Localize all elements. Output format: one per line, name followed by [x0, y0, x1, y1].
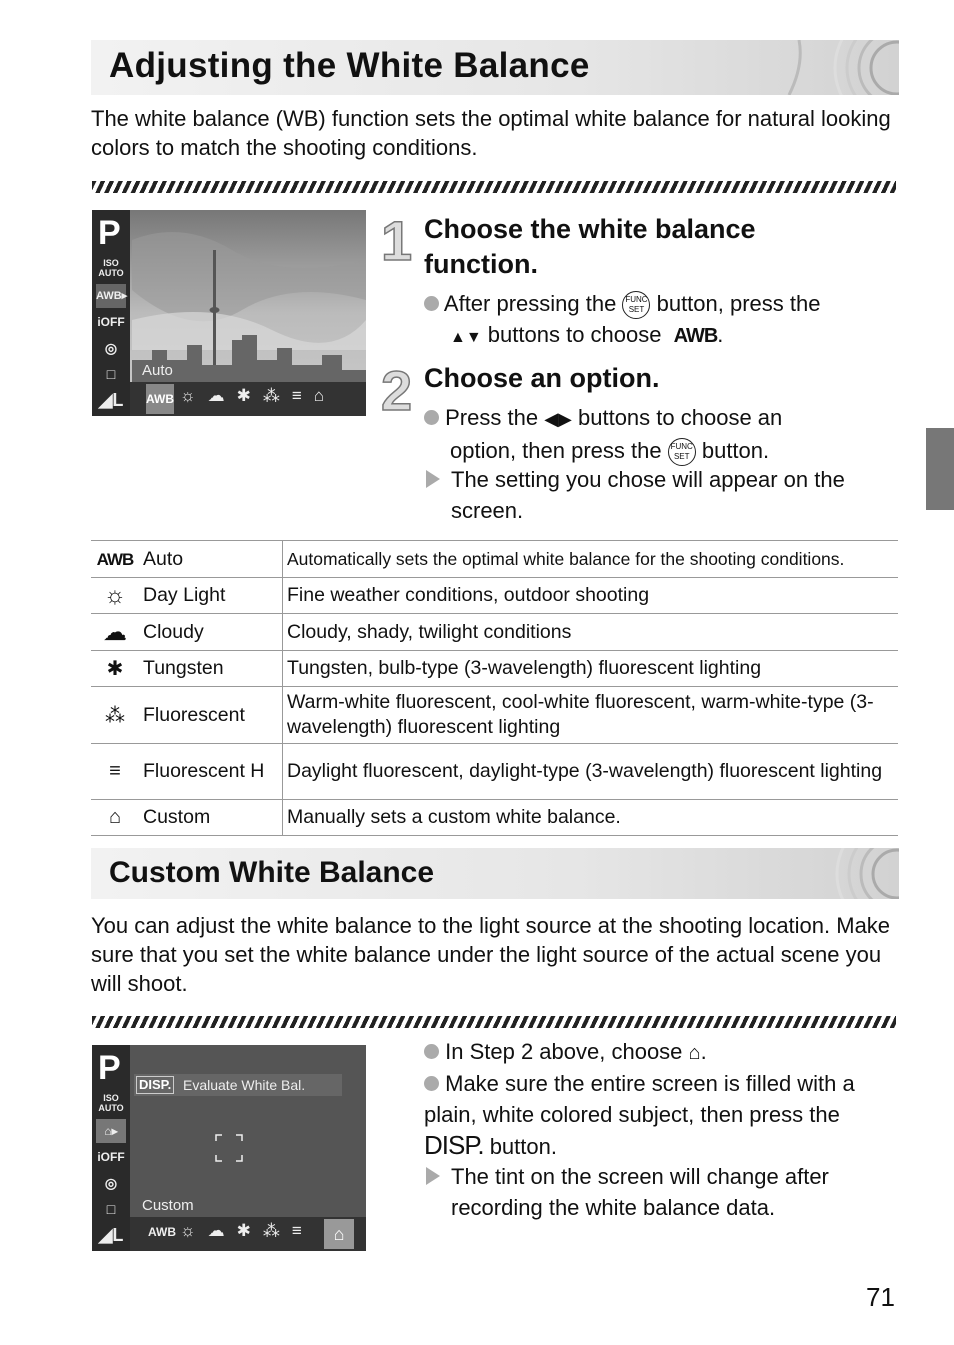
custom-icon: ⌂ [91, 800, 139, 836]
up-down-icon: ▲▼ [450, 329, 482, 347]
custom-option-selected-icon: ⌂ [324, 1219, 354, 1249]
table-row: ≡ Fluorescent H Daylight fluorescent, daylight-type (3-wavelength) fluorescent lighting [91, 744, 898, 800]
table-row: AWB Auto Automatically sets the optimal white balance for the shooting conditions. [91, 541, 898, 578]
metering-icon: ◎ [104, 340, 118, 356]
swirl-decoration [779, 848, 899, 899]
awb-icon: AWB [91, 541, 139, 578]
disp-button-icon: DISP. [424, 1130, 484, 1160]
drive-icon: □ [106, 1201, 116, 1217]
drive-icon: □ [106, 366, 116, 382]
bullet-dot [424, 1076, 439, 1091]
bullet-dot [424, 1044, 439, 1059]
viewfinder-area [130, 1045, 366, 1217]
hatch-divider [92, 1016, 896, 1028]
tungsten-icon: ✱ [91, 651, 139, 687]
awb-option-icon: AWB [148, 1225, 176, 1239]
awb-selected-icon: AWB▸ [96, 284, 126, 308]
custom-bullet-1: In Step 2 above, choose ⌂. [424, 1036, 894, 1069]
awb-icon: AWB [673, 325, 718, 348]
i-contrast-icon: iOFF [97, 315, 125, 329]
step-2-bullet-1: Press the ◀▶ buttons to choose an option, then press the FUNC SET button. [424, 402, 894, 466]
custom-bullet-2: Make sure the entire screen is filled with a plain, white colored subject, then press the DISP. button. [424, 1071, 855, 1160]
section-title: Custom White Balance [109, 856, 435, 889]
bullet-dot [424, 296, 439, 311]
left-right-icon: ◀▶ [544, 409, 572, 429]
table-row: ☁ Cloudy Cloudy, shady, twilight conditions [91, 614, 898, 651]
result-arrow-icon [426, 1167, 440, 1190]
chapter-tab [926, 428, 954, 510]
custom-result: The tint on the screen will change after recording the white balance data. [451, 1164, 829, 1220]
hatch-divider [92, 181, 896, 193]
func-set-button-icon: FUNC SET [622, 291, 650, 319]
mode-p: P [98, 1049, 121, 1087]
disp-icon: DISP. [136, 1076, 174, 1094]
wb-options-table [91, 540, 898, 836]
step-2-result: The setting you chose will appear on the screen. [451, 467, 845, 523]
custom-wb-icon: ⌂ [688, 1042, 701, 1064]
page-number: 71 [866, 1282, 895, 1312]
swirl-decoration [779, 40, 899, 95]
cloudy-icon: ☁ [91, 614, 139, 651]
bullet-dot [424, 410, 439, 425]
custom-selected-icon: ⌂▸ [96, 1119, 126, 1143]
page-title: Adjusting the White Balance [109, 46, 590, 85]
step-2-number: 2 [381, 359, 413, 422]
step-1-number: 1 [381, 209, 413, 272]
fluorescent-icon: ⁂ [91, 687, 139, 744]
intro-text: The white balance (WB) function sets the optimal white balance for natural looking colors to match the shooting conditions. [91, 106, 891, 160]
iso-auto-icon: ISO AUTO [98, 1093, 124, 1113]
table-row: ⁂ Fluorescent Warm-white fluorescent, cool-white fluorescent, warm-white-type (3-wavelength) fluorescent lighting [91, 687, 898, 744]
wb-label: Auto [142, 362, 173, 379]
table-row: ☼ Day Light Fine weather conditions, outdoor shooting [91, 578, 898, 614]
i-contrast-icon: iOFF [97, 1150, 125, 1164]
camera-screen-wb-menu [92, 210, 366, 416]
metering-icon: ◎ [104, 1175, 118, 1191]
camera-screen-custom-wb [92, 1045, 366, 1251]
awb-option-icon: AWB [146, 384, 174, 414]
mode-p: P [98, 214, 121, 252]
wb-options-strip: ☼☁✱⁂≡⌂ [180, 386, 337, 405]
focus-frame-icon [214, 1133, 244, 1163]
table-row: ⌂ Custom Manually sets a custom white balance. [91, 800, 898, 836]
evaluate-text: Evaluate White Bal. [183, 1077, 306, 1093]
table-row: ✱ Tungsten Tungsten, bulb-type (3-wavelength) fluorescent lighting [91, 651, 898, 687]
step-1-heading: Choose the white balance function. [424, 214, 756, 279]
daylight-icon: ☼ [91, 578, 139, 614]
iso-auto-icon: ISO AUTO [98, 258, 124, 278]
resolution-icon: ◢L [98, 390, 124, 410]
step-2-heading: Choose an option. [424, 363, 660, 393]
wb-label: Custom [142, 1197, 194, 1214]
func-set-button-icon: FUNC SET [668, 438, 696, 466]
result-arrow-icon [426, 470, 440, 493]
fluorescent-h-icon: ≡ [91, 744, 139, 800]
section-subtitle-bar [91, 848, 899, 899]
resolution-icon: ◢L [98, 1225, 124, 1245]
step-1-bullet: After pressing the FUNC SET button, press the ▲▼ buttons to choose AWB. [424, 288, 894, 353]
wb-options-strip: ☼☁✱⁂≡ [180, 1221, 314, 1240]
section-title-bar [91, 40, 899, 95]
custom-intro-text: You can adjust the white balance to the light source at the shooting location. Make sure that you set the white balance under the light source of the actual scene you will shoot. [91, 913, 891, 996]
